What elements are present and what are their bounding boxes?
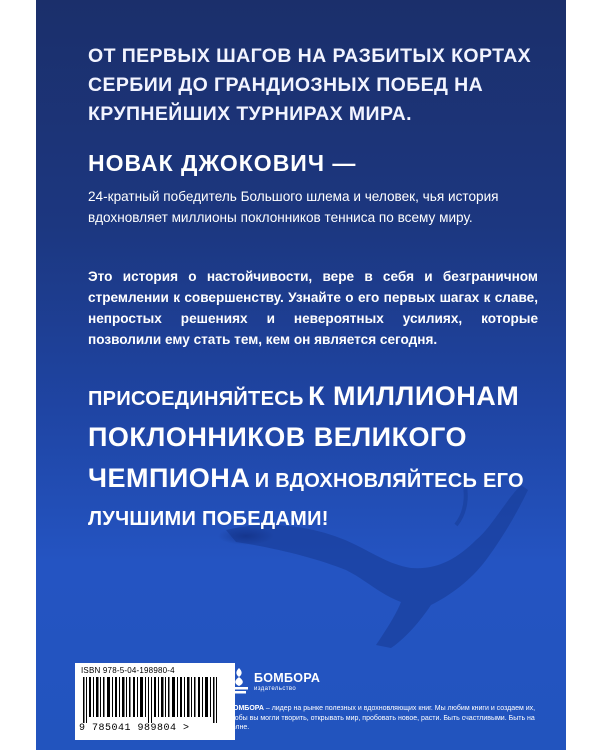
story-paragraph: Это история о настойчивости, вере в себя и безграничном стремлении к совершенству. Узнайте о его первых шагах к славе, непростых решениях и невероятных усилиях, которые позволили ему стать тем, кем он является сегодня.: [88, 269, 538, 347]
barcode-icon: [81, 677, 229, 723]
cta-part1: ПРИСОЕДИНЯЙТЕСЬ: [88, 388, 304, 410]
call-to-action: [88, 378, 548, 539]
publisher-about-name: БОМБОРА: [228, 705, 264, 712]
isbn-label: ISBN 978-5-04-198980-4: [81, 666, 175, 675]
headline: ОТ ПЕРВЫХ ШАГОВ НА РАЗБИТЫХ КОРТАХ СЕРБИИ ДО ГРАНДИОЗНЫХ ПОБЕД НА КРУПНЕЙШИХ ТУРНИРАХ МИРА.: [88, 45, 532, 125]
intro-paragraph: 24-кратный победитель Большого шлема и человек, чья история вдохновляет миллионы поклонников тенниса по всему миру.: [88, 189, 499, 225]
player-name: НОВАК ДЖОКОВИЧ —: [88, 150, 357, 176]
publisher-name: БОМБОРА: [254, 671, 321, 685]
publisher-about-text: – лидер на рынке полезных и вдохновляющих книг. Мы любим книги и создаем их, чтобы вы могли творить, открывать мир, пробовать новое, расти. Быть счастливыми. Быть на волне.: [228, 705, 536, 732]
barcode-digits: 9 785041 989804 >: [79, 723, 190, 734]
cta-part2: К МИЛЛИОНАМ ПОКЛОННИКОВ ВЕЛИКОГО ЧЕМПИОНА: [88, 381, 520, 493]
publisher-logo-icon: [228, 668, 250, 696]
back-cover: [36, 0, 566, 750]
barcode-box: [75, 663, 235, 740]
publisher-subtitle: издательство: [254, 686, 297, 692]
cta-part3: И ВДОХНОВЛЯЙТЕСЬ ЕГО ЛУЧШИМИ ПОБЕДАМИ!: [88, 470, 524, 530]
publisher-logo: [228, 668, 348, 698]
publisher-about: [228, 704, 538, 733]
